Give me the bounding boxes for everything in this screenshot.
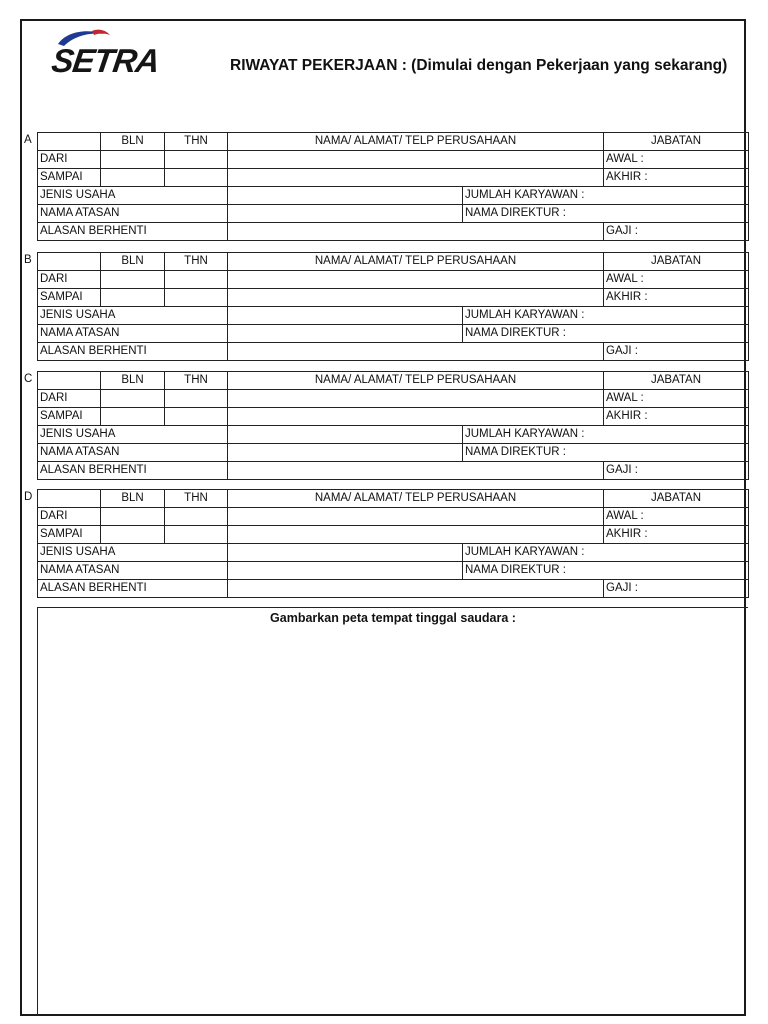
map-title: Gambarkan peta tempat tinggal saudara : [270, 611, 516, 625]
nama-atasan-field[interactable] [228, 444, 463, 462]
company-field-2[interactable] [228, 169, 604, 187]
alasan-berhenti-label: ALASAN BERHENTI [38, 580, 228, 598]
gaji-field[interactable]: GAJI : [604, 462, 749, 480]
jenis-usaha-field[interactable] [228, 544, 463, 562]
dari-thn-field[interactable] [165, 390, 228, 408]
job-table [37, 132, 749, 241]
company-field[interactable] [228, 151, 604, 169]
gaji-field[interactable]: GAJI : [604, 580, 749, 598]
sampai-bln-field[interactable] [101, 169, 165, 187]
section-letter: D [24, 491, 33, 503]
dari-label: DARI [38, 151, 101, 169]
awal-field[interactable]: AWAL : [604, 508, 749, 526]
dari-bln-field[interactable] [101, 390, 165, 408]
bln-header: BLN [101, 372, 165, 390]
nama-atasan-field[interactable] [228, 325, 463, 343]
alasan-berhenti-field[interactable] [228, 462, 604, 480]
company-field-2[interactable] [228, 526, 604, 544]
nama-direktur-field[interactable]: NAMA DIREKTUR : [463, 562, 749, 580]
dari-thn-field[interactable] [165, 508, 228, 526]
dari-bln-field[interactable] [101, 151, 165, 169]
awal-field[interactable]: AWAL : [604, 271, 749, 289]
company-header: NAMA/ ALAMAT/ TELP PERUSAHAAN [228, 490, 604, 508]
thn-header: THN [165, 490, 228, 508]
nama-atasan-field[interactable] [228, 205, 463, 223]
section-letter: C [24, 373, 33, 385]
company-field-2[interactable] [228, 408, 604, 426]
nama-atasan-label: NAMA ATASAN [38, 205, 228, 223]
dari-bln-field[interactable] [101, 271, 165, 289]
alasan-berhenti-field[interactable] [228, 580, 604, 598]
sampai-thn-field[interactable] [165, 408, 228, 426]
sampai-bln-field[interactable] [101, 289, 165, 307]
company-header: NAMA/ ALAMAT/ TELP PERUSAHAAN [228, 133, 604, 151]
sampai-thn-field[interactable] [165, 289, 228, 307]
nama-atasan-label: NAMA ATASAN [38, 444, 228, 462]
jenis-usaha-field[interactable] [228, 426, 463, 444]
alasan-berhenti-field[interactable] [228, 343, 604, 361]
sampai-thn-field[interactable] [165, 526, 228, 544]
section-letter: A [24, 134, 32, 146]
jumlah-karyawan-field[interactable]: JUMLAH KARYAWAN : [463, 187, 749, 205]
job-table [37, 489, 749, 598]
map-drawing-area[interactable] [37, 607, 748, 1016]
dari-thn-field[interactable] [165, 271, 228, 289]
gaji-field[interactable]: GAJI : [604, 223, 749, 241]
nama-direktur-field[interactable]: NAMA DIREKTUR : [463, 205, 749, 223]
akhir-field[interactable]: AKHIR : [604, 289, 749, 307]
company-field[interactable] [228, 271, 604, 289]
dari-thn-field[interactable] [165, 151, 228, 169]
section-letter: B [24, 254, 32, 266]
thn-header: THN [165, 372, 228, 390]
jenis-usaha-label: JENIS USAHA [38, 187, 228, 205]
bln-header: BLN [101, 490, 165, 508]
company-field[interactable] [228, 390, 604, 408]
sampai-bln-field[interactable] [101, 526, 165, 544]
nama-atasan-field[interactable] [228, 562, 463, 580]
akhir-field[interactable]: AKHIR : [604, 169, 749, 187]
akhir-field[interactable]: AKHIR : [604, 408, 749, 426]
jumlah-karyawan-field[interactable]: JUMLAH KARYAWAN : [463, 307, 749, 325]
blank-cell [38, 490, 101, 508]
dari-label: DARI [38, 508, 101, 526]
dari-label: DARI [38, 390, 101, 408]
blank-cell [38, 133, 101, 151]
alasan-berhenti-label: ALASAN BERHENTI [38, 462, 228, 480]
sampai-thn-field[interactable] [165, 169, 228, 187]
jenis-usaha-label: JENIS USAHA [38, 426, 228, 444]
alasan-berhenti-label: ALASAN BERHENTI [38, 343, 228, 361]
nama-direktur-field[interactable]: NAMA DIREKTUR : [463, 325, 749, 343]
sampai-label: SAMPAI [38, 408, 101, 426]
logo-text: SETRA [49, 42, 162, 79]
gaji-field[interactable]: GAJI : [604, 343, 749, 361]
company-header: NAMA/ ALAMAT/ TELP PERUSAHAAN [228, 372, 604, 390]
thn-header: THN [165, 253, 228, 271]
alasan-berhenti-label: ALASAN BERHENTI [38, 223, 228, 241]
sampai-label: SAMPAI [38, 169, 101, 187]
page-title: RIWAYAT PEKERJAAN : (Dimulai dengan Pekerjaan yang sekarang) [230, 57, 728, 74]
sampai-bln-field[interactable] [101, 408, 165, 426]
awal-field[interactable]: AWAL : [604, 151, 749, 169]
sampai-label: SAMPAI [38, 526, 101, 544]
job-table [37, 252, 749, 361]
jenis-usaha-field[interactable] [228, 307, 463, 325]
nama-atasan-label: NAMA ATASAN [38, 562, 228, 580]
blank-cell [38, 253, 101, 271]
jabatan-header: JABATAN [604, 133, 749, 151]
company-header: NAMA/ ALAMAT/ TELP PERUSAHAAN [228, 253, 604, 271]
dari-bln-field[interactable] [101, 508, 165, 526]
alasan-berhenti-field[interactable] [228, 223, 604, 241]
jabatan-header: JABATAN [604, 253, 749, 271]
bln-header: BLN [101, 253, 165, 271]
awal-field[interactable]: AWAL : [604, 390, 749, 408]
jumlah-karyawan-field[interactable]: JUMLAH KARYAWAN : [463, 426, 749, 444]
jenis-usaha-label: JENIS USAHA [38, 544, 228, 562]
jenis-usaha-label: JENIS USAHA [38, 307, 228, 325]
jenis-usaha-field[interactable] [228, 187, 463, 205]
dari-label: DARI [38, 271, 101, 289]
nama-direktur-field[interactable]: NAMA DIREKTUR : [463, 444, 749, 462]
company-field[interactable] [228, 508, 604, 526]
akhir-field[interactable]: AKHIR : [604, 526, 749, 544]
jabatan-header: JABATAN [604, 372, 749, 390]
job-table [37, 371, 749, 480]
bln-header: BLN [101, 133, 165, 151]
blank-cell [38, 372, 101, 390]
jabatan-header: JABATAN [604, 490, 749, 508]
jumlah-karyawan-field[interactable]: JUMLAH KARYAWAN : [463, 544, 749, 562]
company-logo [49, 28, 176, 82]
company-field-2[interactable] [228, 289, 604, 307]
nama-atasan-label: NAMA ATASAN [38, 325, 228, 343]
sampai-label: SAMPAI [38, 289, 101, 307]
thn-header: THN [165, 133, 228, 151]
